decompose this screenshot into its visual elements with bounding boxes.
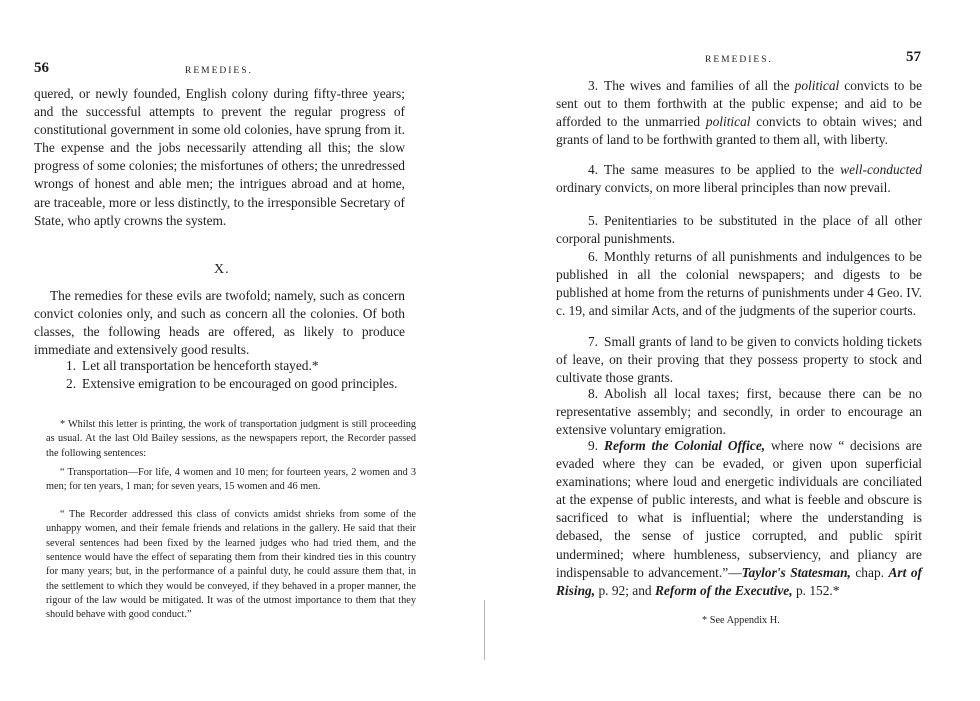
item-number: 2.	[66, 376, 77, 391]
item-text: p. 92; and	[598, 582, 652, 598]
item-text: Penitentiaries to be substituted in the place of all other corporal punishments.	[556, 213, 922, 247]
item-text: The same measures to be applied to the	[604, 162, 835, 177]
remedy-item-3	[556, 77, 922, 149]
item-number: 4.	[588, 162, 599, 177]
emphasis: Taylor's Statesman,	[741, 564, 851, 580]
item-number: 5.	[588, 213, 599, 228]
continuation-paragraph: quered, or newly founded, English colony during fifty-three years; and the successful attempts to prevent the regular progress of constitutional government in some old colonies, have sprung from it. The expense and the jobs necessarily attending all this; the slow progress of some colonies; the misfortunes of others; the unredressed wrongs of honest and able men; the intrigues abroad and at home, are traceable, more or less distinctly, to the irresponsible Secretary of State, who aptly crowns the system.	[34, 86, 405, 228]
item-number: 3.	[588, 78, 599, 93]
item-text: p. 152.*	[795, 582, 840, 598]
intro-paragraph: The remedies for these evils are twofold; namely, such as concern convict colonies only, and such as concern all the colonies. Of both classes, the following heads are offered, as likely to produce immediate and extensively good results.	[34, 288, 405, 358]
item-text: where now “ decisions are evaded where they can be evaded, or given upon superficial examinations; where loud and energetic individuals are conciliated at the expense of public interests, and what is feeble and obscure is sacrificed to what is influential; where the understanding is debased, the sense of justice corrupted, and public spirit undermined; where humbleness, subserviency, and pliancy are indispensable to advancement.”—	[556, 438, 922, 580]
page-number: 56	[34, 60, 49, 76]
item-text: Monthly returns of all punishments and indulgences to be published in all the colonial newspapers; and digests to be published at home from the returns of punishments under 4 Geo. IV. c. 19, and similar Acts, and of the judgments of the superior courts.	[556, 249, 922, 319]
item-text: convicts to be sent out to them forthwith at the public expense; and aid to be afforded to the unmarried	[556, 78, 923, 130]
item-text: chap.	[855, 564, 884, 580]
item-text: Abolish all local taxes; first, because there can be no representative assembly; and secondly, in order to encourage an extensive voluntary emigration.	[556, 386, 922, 438]
section-heading: X.	[214, 262, 230, 277]
item-text: Extensive emigration to be encouraged on good principles.	[82, 376, 398, 391]
emphasis: Art of Rising,	[556, 564, 922, 598]
gutter-line	[484, 600, 485, 660]
item-number: 1.	[66, 358, 77, 373]
item-number: 9.	[588, 438, 599, 453]
item-text: Small grants of land to be given to convicts holding tickets of leave, on their proving that they possess property to stock and cultivate those grants.	[556, 334, 922, 386]
emphasis: political	[794, 78, 840, 93]
item-text: ordinary convicts, on more liberal principles than now prevail.	[556, 180, 891, 196]
running-head: REMEDIES.	[705, 55, 773, 65]
footnote-text: “ Transportation—For life, 4 women and 10 men; for fourteen years, 2 women and 3 men; for ten years, 1 man; for seven years, 15 women and 46 men.	[46, 467, 416, 493]
remedy-item-5	[556, 212, 922, 248]
emphasis: political	[705, 114, 751, 130]
remedy-item-4	[556, 161, 922, 197]
item-text: The wives and families of all the	[604, 78, 790, 93]
item-number: 8.	[588, 386, 599, 401]
item-number: 7.	[588, 334, 599, 349]
footnote-text: * See Appendix H.	[702, 615, 780, 626]
footnote-text: “ The Recorder addressed this class of convicts amidst shrieks from some of the unhappy women, and their female friends and relations in the gallery. He said that their several sentences had been fixed by the learned judges who had tried them, and the sentence would have the effect of separating them from their kindred ties in this country for many years; but, in the performance of a painful duty, he could assure them that, in the settlement to which they would be conveyed, if they behaved in a proper manner, the rigour of the law would be mitigated. It was of the utmost importance to them that they should behave with good conduct.”	[46, 509, 416, 621]
emphasis: well-conducted	[840, 162, 922, 177]
footnote-text: * Whilst this letter is printing, the work of transportation judgment is still proceeding as usual. At the last Old Bailey sessions, as the newspapers report, the Recorder passed the following sentences:	[46, 419, 416, 459]
item-number: 6.	[588, 249, 599, 264]
item-text: convicts to obtain wives; and grants of land to be forthwith granted to them all, with liberty.	[556, 114, 923, 148]
remedy-item-9	[556, 437, 922, 600]
running-head: REMEDIES.	[185, 66, 253, 76]
remedy-item-2	[34, 375, 405, 393]
remedy-item-8	[556, 385, 922, 439]
remedy-item-6	[556, 248, 922, 320]
left-page	[0, 0, 475, 701]
emphasis: Reform of the Executive,	[654, 582, 793, 598]
remedy-item-1	[34, 357, 405, 375]
emphasis: Reform the Colonial Office,	[604, 438, 766, 453]
right-page	[490, 0, 980, 701]
page-number: 57	[906, 49, 921, 65]
item-text: Let all transportation be henceforth stayed.*	[82, 358, 319, 373]
remedy-item-7	[556, 333, 922, 387]
